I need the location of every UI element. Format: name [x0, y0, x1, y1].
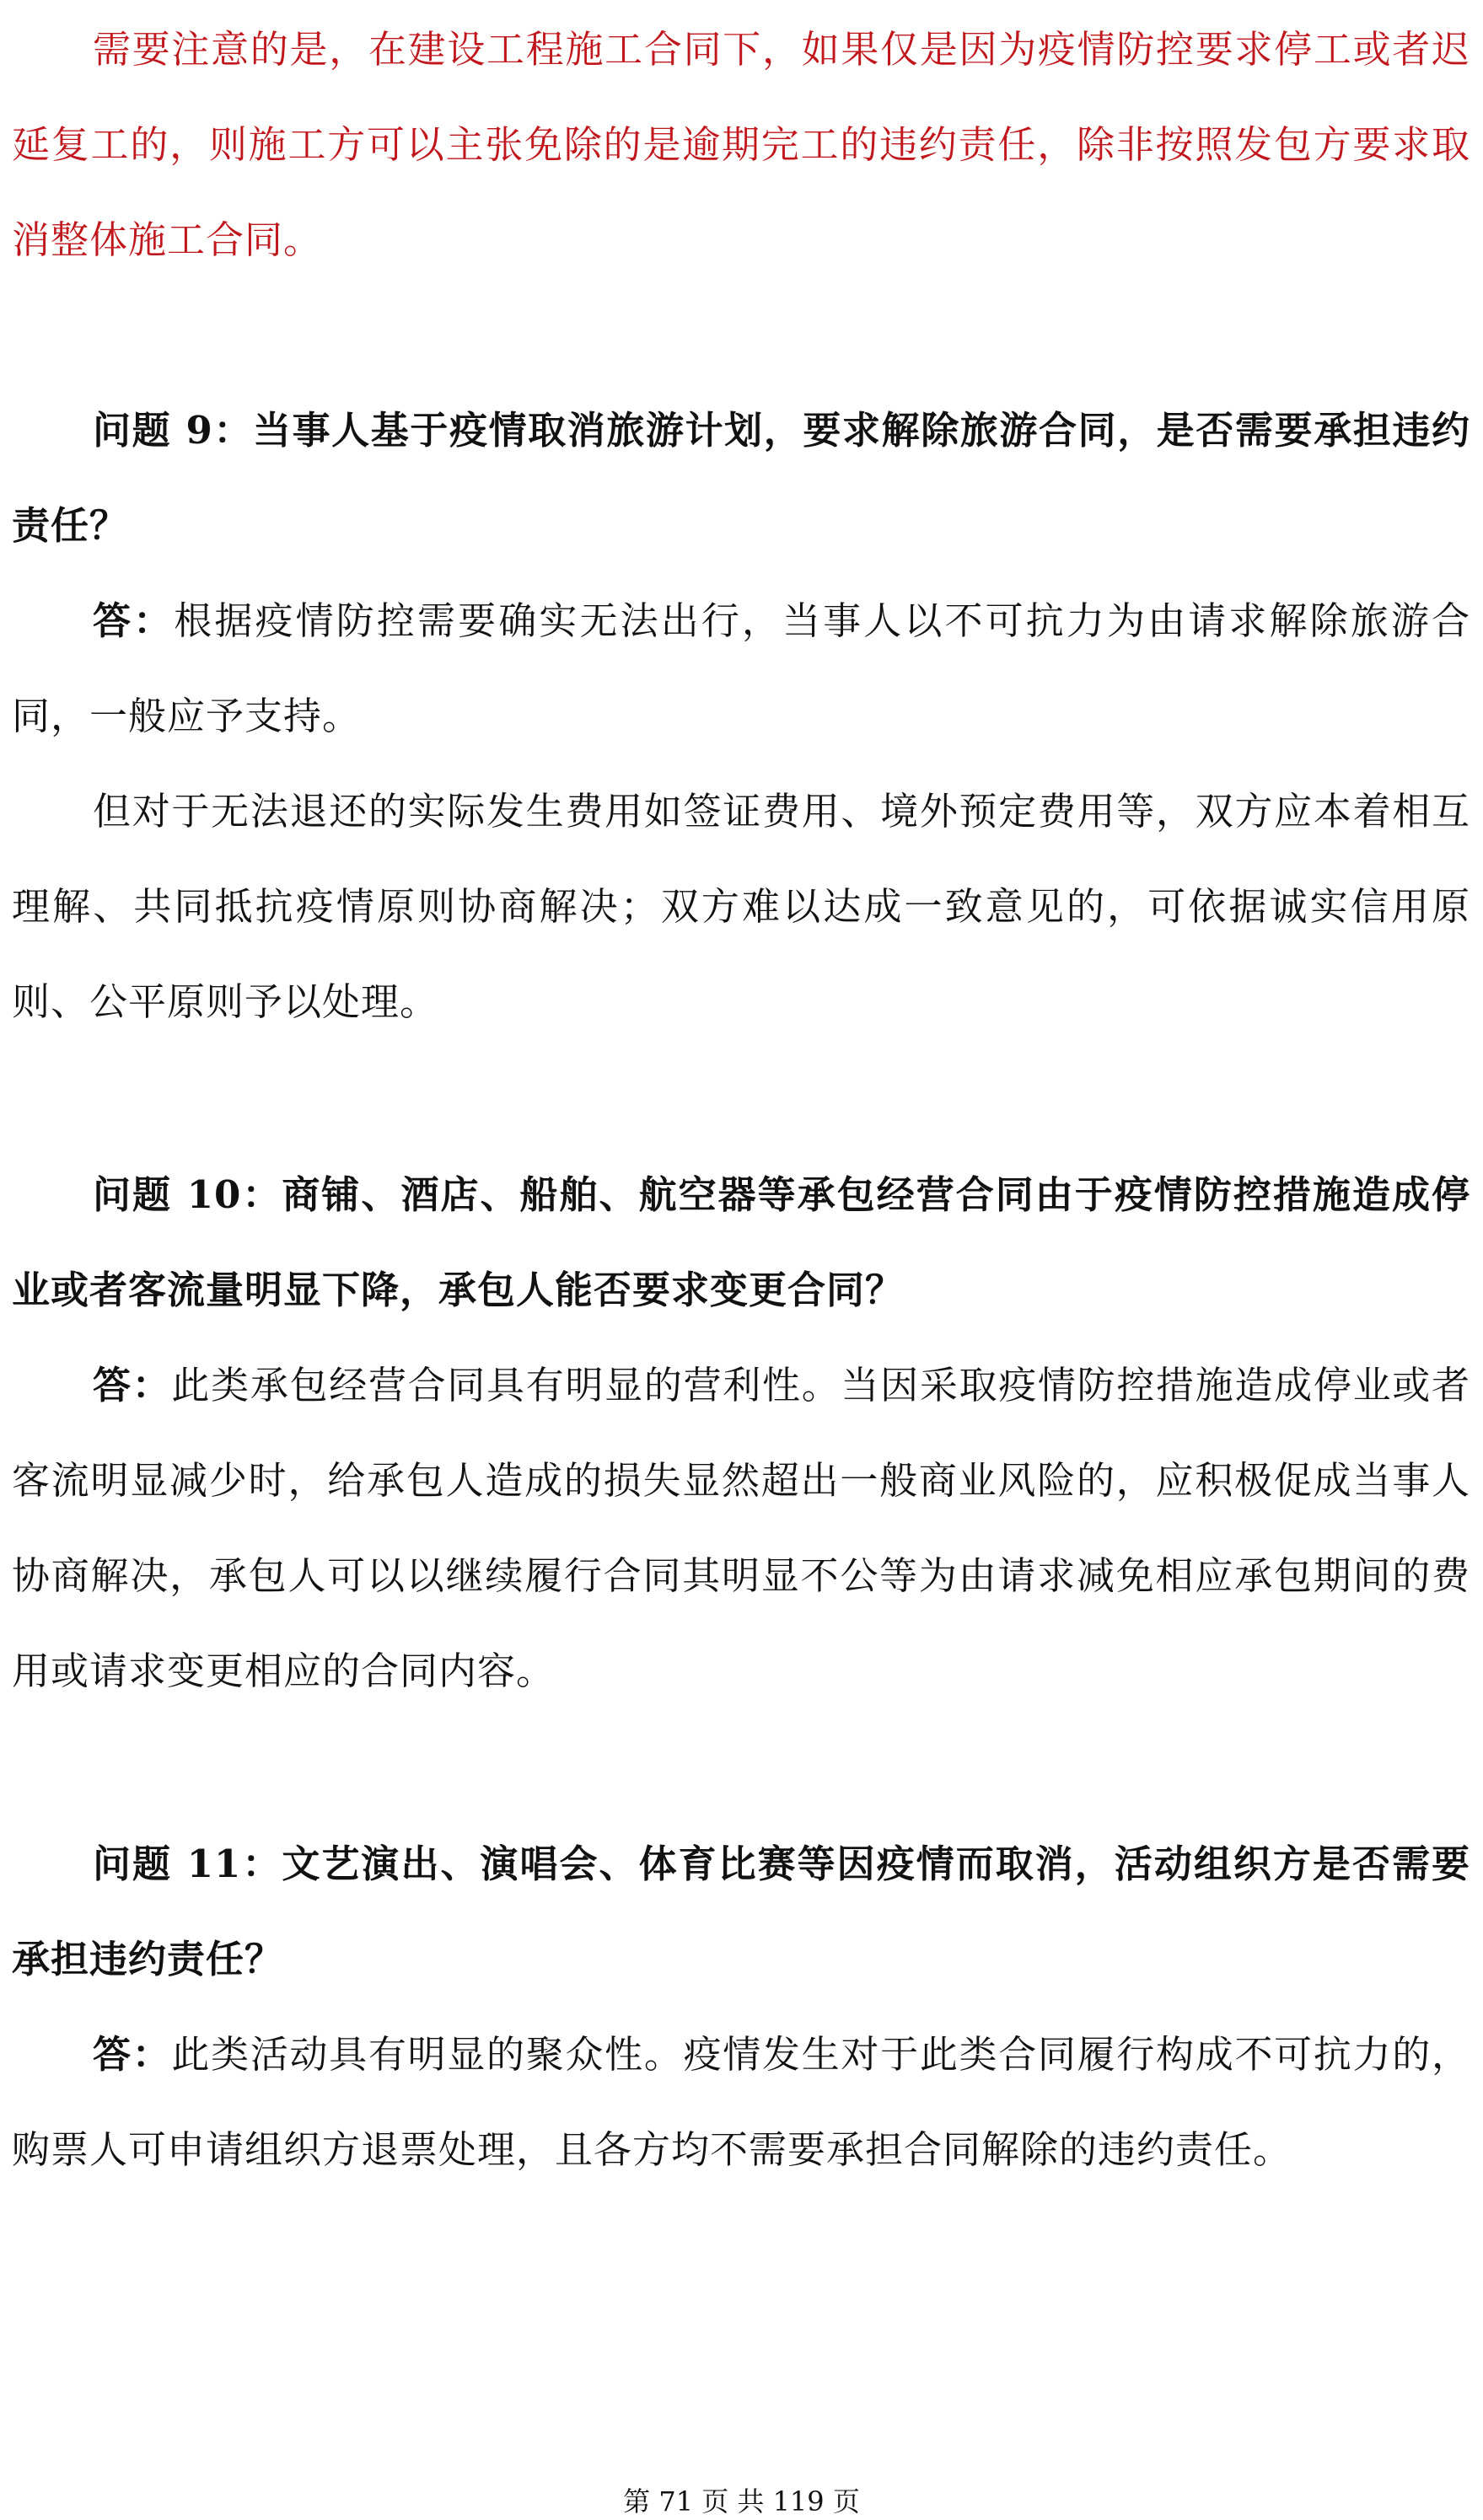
answer-text: 此类承包经营合同具有明显的营利性。当因采取疫情防控措施造成停业或者客流明显减少时，给承包人造成的损失显然超出一般商业风险的，应积极促成当事人协商解决，承包人可以以继续履行合同其明显不公等为由请求减免相应承包期间的费用或请求变更相应的合同内容。 [12, 1363, 1470, 1693]
answer-11-paragraph [12, 2007, 1470, 2197]
answer-9-extra-paragraph: 但对于无法退还的实际发生费用如签证费用、境外预定费用等，双方应本着相互理解、共同抵抗疫情原则协商解决；双方难以达成一致意见的，可依据诚实信用原则、公平原则予以处理。 [12, 789, 1470, 1024]
answer-label: 答： [93, 598, 175, 643]
page-number-footer: 第 71 页 共 119 页 [623, 2485, 860, 2517]
answer-text: 根据疫情防控需要确实无法出行，当事人以不可抗力为由请求解除旅游合同，一般应予支持。 [12, 598, 1470, 738]
answer-label: 答： [93, 2032, 172, 2077]
note-paragraph: 需要注意的是，在建设工程施工合同下，如果仅是因为疫情防控要求停工或者迟延复工的，则施工方可以主张免除的是逾期完工的违约责任，除非按照发包方要求取消整体施工合同。 [12, 27, 1470, 262]
question-10-heading: 问题 10：商铺、酒店、船舶、航空器等承包经营合同由于疫情防控措施造成停业或者客流量明显下降，承包人能否要求变更合同？ [12, 1172, 1470, 1312]
answer-10-paragraph [12, 1338, 1470, 1718]
question-11-heading: 问题 11：文艺演出、演唱会、体育比赛等因疫情而取消，活动组织方是否需要承担违约责任？ [12, 1842, 1470, 1981]
question-9-heading: 问题 9：当事人基于疫情取消旅游计划，要求解除旅游合同，是否需要承担违约责任？ [12, 408, 1470, 548]
answer-text: 此类活动具有明显的聚众性。疫情发生对于此类合同履行构成不可抗力的，购票人可申请组织方退票处理，且各方均不需要承担合同解除的违约责任。 [12, 2032, 1470, 2172]
answer-label: 答： [93, 1363, 172, 1407]
answer-9-paragraph [12, 573, 1470, 764]
